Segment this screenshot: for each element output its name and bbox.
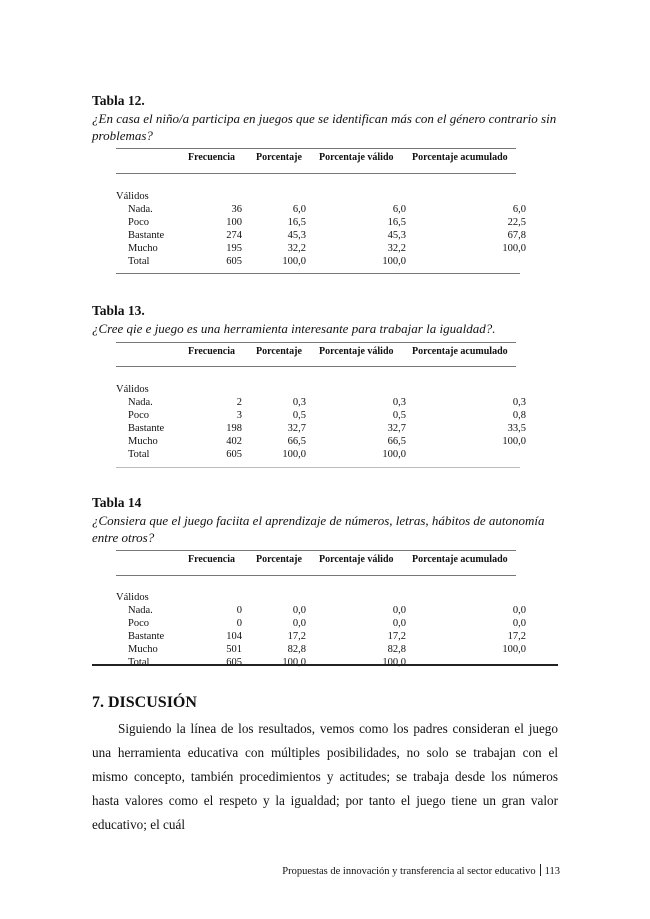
table-13-heading [92,302,562,337]
cell-frecuencia: 501 [226,644,242,655]
table-top-rule [116,148,516,149]
cell-frecuencia: 2 [236,397,242,408]
cell-frecuencia: 3 [236,410,242,421]
header-porcentaje-acumulado: Porcentaje acumulado [412,554,508,565]
cell-porcentaje-acumulado: 100,0 [502,243,526,254]
table-row [116,396,526,409]
table-header-rule [116,366,516,367]
cell-porcentaje: 32,2 [287,243,306,254]
table-bottom-rule [92,664,558,666]
cell-frecuencia: 198 [226,423,242,434]
table-top-rule [116,342,516,343]
header-porcentaje: Porcentaje [256,346,302,357]
table-label: Tabla 13. [92,303,145,318]
row-category: Poco [128,618,149,629]
table-14-heading [92,494,562,546]
footer-text: Propuestas de innovación y transferencia al sector educativo [282,866,536,877]
row-category: Mucho [128,436,158,447]
row-category: Total [128,657,150,668]
cell-porcentaje-valido: 32,7 [387,423,406,434]
cell-porcentaje-acumulado: 0,3 [512,397,526,408]
cell-porcentaje: 6,0 [292,204,306,215]
cell-porcentaje-acumulado: 0,0 [512,618,526,629]
row-category: Nada. [128,204,153,215]
cell-porcentaje: 45,3 [287,230,306,241]
group-label-row [116,591,521,604]
table-row [116,242,526,255]
cell-porcentaje-acumulado: 17,2 [507,631,526,642]
cell-porcentaje: 0,0 [292,605,306,616]
table-row [116,604,526,617]
cell-frecuencia: 605 [226,449,242,460]
table-row [116,617,526,630]
header-frecuencia: Frecuencia [188,346,236,357]
cell-porcentaje: 100,0 [282,449,306,460]
row-category: Poco [128,217,149,228]
cell-frecuencia: 36 [231,204,242,215]
row-category: Total [128,449,150,460]
table-row [116,229,526,242]
cell-porcentaje-valido: 32,2 [387,243,406,254]
cell-porcentaje: 16,5 [287,217,306,228]
cell-porcentaje: 17,2 [287,631,306,642]
table-row [116,643,526,656]
cell-frecuencia: 0 [236,605,242,616]
row-category: Bastante [128,423,165,434]
group-label: Válidos [116,384,149,395]
table-caption: ¿Consiera que el juego faciita el aprendizaje de números, letras, hábitos de autonomía entre otros? [92,513,545,545]
cell-porcentaje: 32,7 [287,423,306,434]
cell-porcentaje-valido: 0,5 [392,410,406,421]
cell-porcentaje: 100,0 [282,256,306,267]
cell-porcentaje-valido: 17,2 [387,631,406,642]
table-bottom-rule [116,273,520,274]
cell-porcentaje-acumulado: 0,8 [512,410,526,421]
cell-porcentaje-valido: 45,3 [387,230,406,241]
cell-frecuencia: 195 [226,243,242,254]
table-header [116,554,521,568]
cell-frecuencia: 100 [226,217,242,228]
table-header-rule [116,575,516,576]
table-12-heading [92,92,562,144]
group-label-row [116,383,521,396]
cell-porcentaje-valido: 6,0 [392,204,406,215]
cell-porcentaje: 0,0 [292,618,306,629]
cell-porcentaje-acumulado: 6,0 [512,204,526,215]
header-frecuencia: Frecuencia [188,152,236,163]
header-porcentaje: Porcentaje [256,554,302,565]
table-row-total [116,656,521,669]
table-row [116,422,526,435]
header-porcentaje-valido: Porcentaje válido [319,346,394,357]
cell-porcentaje-acumulado: 22,5 [507,217,526,228]
table-row-total [116,255,521,268]
cell-porcentaje-valido: 0,0 [392,618,406,629]
cell-porcentaje: 0,5 [292,410,306,421]
header-frecuencia: Frecuencia [188,554,236,565]
cell-porcentaje-valido: 16,5 [387,217,406,228]
row-category: Bastante [128,631,165,642]
cell-porcentaje-acumulado: 33,5 [507,423,526,434]
table-caption: ¿En casa el niño/a participa en juegos que se identifican más con el género contrario sin problemas? [92,111,557,143]
table-header [116,152,521,166]
cell-porcentaje: 82,8 [287,644,306,655]
cell-porcentaje-valido: 0,3 [392,397,406,408]
table-row [116,630,526,643]
table-bottom-rule [116,467,520,468]
body-paragraph: Siguiendo la línea de los resultados, vemos como los padres consideran el juego una herramienta educativa con múltiples posibilidades, no solo se trabajan con el mismo concepto, también procedimientos y actitudes; se trabaja desde los números hasta valores como el respeto y la igualdad; por tanto el juego tiene un gran valor educativo; el cuál [92,721,558,832]
table-row-total [116,448,521,461]
table-header-rule [116,173,516,174]
cell-frecuencia: 402 [226,436,242,447]
cell-frecuencia: 605 [226,657,242,668]
table-row [116,409,526,422]
cell-porcentaje-acumulado: 67,8 [507,230,526,241]
page-number: 113 [544,866,560,877]
cell-porcentaje: 0,3 [292,397,306,408]
cell-porcentaje-valido: 0,0 [392,605,406,616]
table-row [116,435,526,448]
table-top-rule [116,550,516,551]
footer-divider [540,864,541,876]
table-header [116,346,521,360]
row-category: Bastante [128,230,165,241]
group-label: Válidos [116,592,149,603]
cell-porcentaje-valido: 66,5 [387,436,406,447]
group-label-row [116,190,521,203]
cell-porcentaje: 66,5 [287,436,306,447]
row-category: Total [128,256,150,267]
row-category: Poco [128,410,149,421]
header-porcentaje-acumulado: Porcentaje acumulado [412,152,508,163]
cell-porcentaje-valido: 100,0 [382,657,406,668]
table-row [116,216,526,229]
header-porcentaje-valido: Porcentaje válido [319,554,394,565]
table-row [116,203,526,216]
cell-porcentaje: 100,0 [282,657,306,668]
cell-porcentaje-acumulado: 0,0 [512,605,526,616]
cell-porcentaje-valido: 100,0 [382,256,406,267]
cell-porcentaje-acumulado: 100,0 [502,436,526,447]
cell-frecuencia: 0 [236,618,242,629]
header-porcentaje-valido: Porcentaje válido [319,152,394,163]
page-footer [240,864,560,877]
row-category: Mucho [128,243,158,254]
table-label: Tabla 12. [92,93,145,108]
header-porcentaje-acumulado: Porcentaje acumulado [412,346,508,357]
cell-frecuencia: 605 [226,256,242,267]
section-heading: 7. DISCUSIÓN [92,694,197,711]
table-label: Tabla 14 [92,495,142,510]
row-category: Nada. [128,605,153,616]
cell-porcentaje-valido: 82,8 [387,644,406,655]
table-caption: ¿Cree qie e juego es una herramienta interesante para trabajar la igualdad?. [92,321,496,336]
cell-porcentaje-valido: 100,0 [382,449,406,460]
cell-frecuencia: 274 [226,230,242,241]
row-category: Nada. [128,397,153,408]
header-porcentaje: Porcentaje [256,152,302,163]
row-category: Mucho [128,644,158,655]
cell-porcentaje-acumulado: 100,0 [502,644,526,655]
cell-frecuencia: 104 [226,631,242,642]
group-label: Válidos [116,191,149,202]
